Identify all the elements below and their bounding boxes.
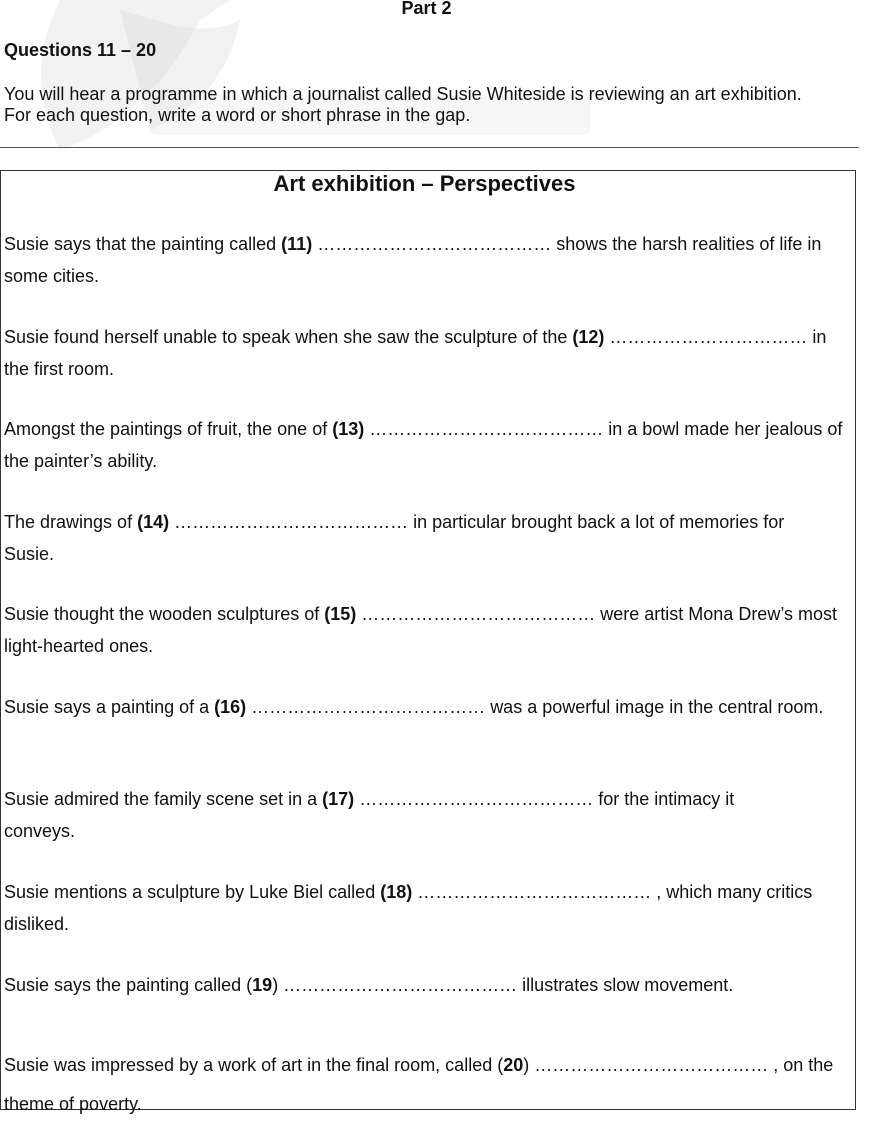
answer-gap[interactable]: ………………………………… (359, 789, 594, 809)
question-18 (4, 876, 814, 940)
question-12 (4, 321, 850, 385)
answer-gap[interactable]: ………………………………… (251, 697, 486, 717)
question-text: The drawings of (4, 512, 138, 532)
question-text: Susie says a painting of a (4, 697, 215, 717)
exercise-title: Art exhibition – Perspectives (273, 171, 576, 196)
question-number: (12) (572, 327, 605, 347)
part-title: Part 2 (401, 0, 452, 18)
question-text: Susie admired the family scene set in a (4, 789, 323, 809)
question-text: Susie mentions a sculpture by Luke Biel called (4, 882, 381, 902)
question-13 (4, 413, 850, 477)
question-text: Susie was impressed by a work of art in the final room, called ( (4, 1055, 504, 1075)
question-number: 19 (252, 975, 273, 995)
questions-heading: Questions 11 – 20 (4, 40, 157, 60)
divider (0, 147, 859, 148)
answer-gap[interactable]: …………………………… (609, 327, 808, 347)
instructions (4, 84, 854, 126)
answer-gap[interactable]: ………………………………… (174, 512, 409, 532)
question-text: Susie says the painting called ( (4, 975, 253, 995)
question-number: (16) (214, 697, 247, 717)
question-11 (4, 228, 850, 292)
question-19 (4, 969, 850, 1001)
question-text: in particular brought back a lot of memories for Susie. (4, 512, 785, 564)
answer-gap[interactable]: ………………………………… (317, 234, 552, 254)
question-number: (17) (322, 789, 355, 809)
question-number: (18) (380, 882, 413, 902)
question-text: in the first room. (4, 327, 827, 379)
question-text: ) ………………………………… illustrates slow movement. (272, 975, 734, 995)
answer-gap[interactable]: ………………………………… (369, 419, 604, 439)
answer-gap[interactable]: ………………………………… (417, 882, 652, 902)
question-number: 20 (503, 1055, 524, 1075)
question-15 (4, 598, 850, 662)
question-text: for the intimacy it conveys. (4, 789, 735, 841)
instructions-line-2: For each question, write a word or short phrase in the gap. (4, 105, 471, 125)
question-text: were artist Mona Drew’s most light-hearted ones. (4, 604, 837, 656)
question-text: Susie found herself unable to speak when she saw the sculpture of the (4, 327, 573, 347)
question-number: (15) (324, 604, 357, 624)
question-14 (4, 506, 804, 570)
question-text: in a bowl made her jealous of the painter’s ability. (4, 419, 843, 471)
question-text: was a powerful image in the central room. (490, 697, 824, 717)
answer-gap[interactable]: ………………………………… (361, 604, 596, 624)
question-text: ) ………………………………… , on the theme of poverty. (4, 1055, 834, 1114)
question-text: , which many critics disliked. (4, 882, 813, 934)
question-text: Susie thought the wooden sculptures of (4, 604, 325, 624)
question-16 (4, 691, 850, 723)
question-number: (11) (281, 234, 313, 254)
instructions-line-1: You will hear a programme in which a journalist called Susie Whiteside is reviewing an art exhibition. (4, 84, 802, 104)
question-text: Amongst the paintings of fruit, the one of (4, 419, 333, 439)
question-20 (4, 1046, 850, 1124)
question-17 (4, 783, 804, 847)
question-number: (14) (137, 512, 170, 532)
question-text: Susie says that the painting called (4, 234, 282, 254)
question-number: (13) (332, 419, 365, 439)
question-text: shows the harsh realities of life in some cities. (4, 234, 822, 286)
